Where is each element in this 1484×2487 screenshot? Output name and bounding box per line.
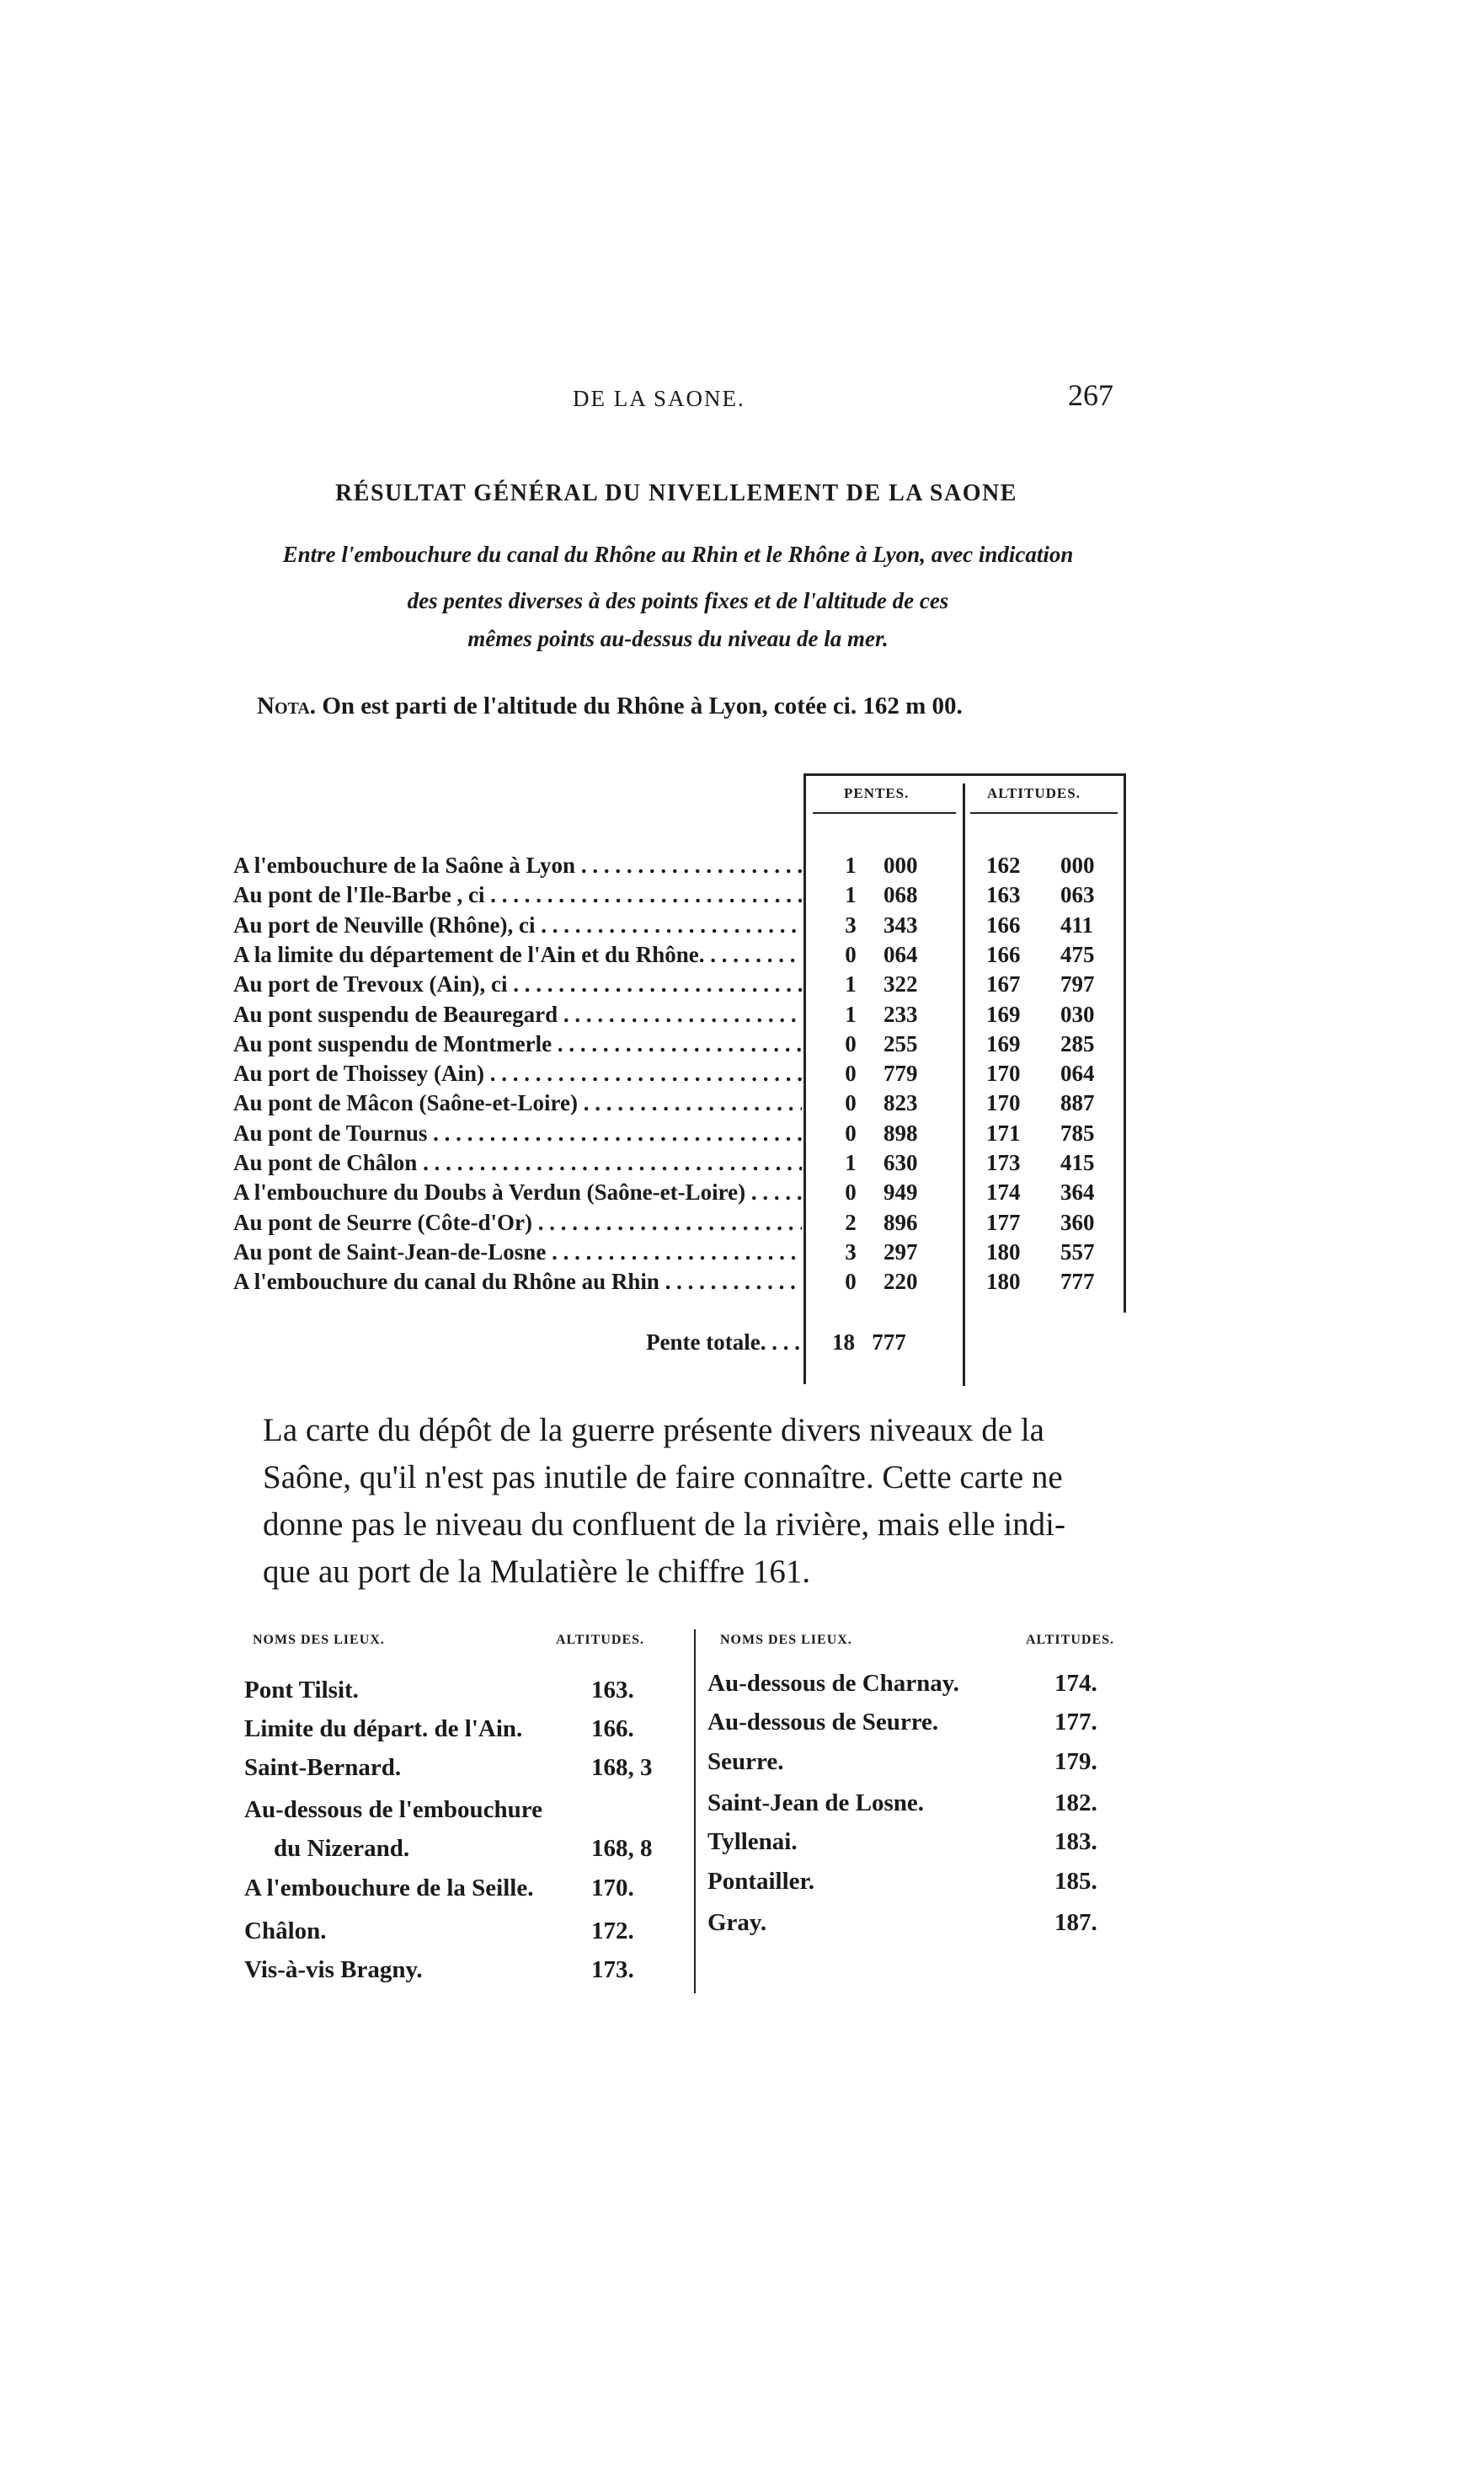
pente-dec: 000 <box>883 853 918 878</box>
table-row <box>233 1150 1126 1179</box>
place-name: A l'embouchure de la Saône à Lyon . . . <box>233 853 802 879</box>
place-name: Au pont suspendu de Beauregard . . . <box>233 1002 802 1028</box>
pente-dec: 297 <box>883 1238 918 1265</box>
header-altitudes-left: ALTITUDES. <box>556 1633 645 1647</box>
pente-dec: 233 <box>883 1001 918 1027</box>
table-row <box>233 1002 1126 1031</box>
altitude-dec: 064 <box>1060 1061 1095 1087</box>
altitude-dec: 411 <box>1060 912 1094 938</box>
subtitle-line: Entre l'embouchure du canal du Rhône au Rhin et le Rhône à Lyon, avec indication <box>282 542 1074 567</box>
pente-int: 1 <box>845 971 857 997</box>
running-title: DE LA SAONE. <box>573 386 745 411</box>
paragraph-line: Saône, qu'il n'est pas inutile de faire connaître. Cette carte ne <box>263 1459 1063 1495</box>
place-name: Vis-à-vis Bragny. <box>244 1956 423 1983</box>
table-row <box>233 853 1126 882</box>
place-name: Au port de Neuville (Rhône), ci . . . <box>233 912 802 939</box>
altitude-int: 180 <box>986 1238 1021 1265</box>
pente-dec: 255 <box>883 1030 918 1056</box>
table-row <box>233 1061 1126 1090</box>
header-lieux-left: NOMS DES LIEUX. <box>253 1633 385 1647</box>
total-value <box>832 1329 906 1356</box>
pente-int: 3 <box>845 1238 857 1265</box>
table-row <box>233 1179 1126 1209</box>
altitude-dec: 360 <box>1060 1209 1095 1235</box>
altitude-dec: 000 <box>1060 853 1095 878</box>
pente-dec: 896 <box>883 1209 918 1235</box>
table-row <box>233 1269 1126 1298</box>
header-pentes: PENTES. <box>844 785 910 801</box>
altitude-dec: 063 <box>1060 882 1095 908</box>
altitude-int: 166 <box>986 941 1021 967</box>
altitude-value: 185. <box>1054 1868 1097 1895</box>
pente-int: 1 <box>845 1150 857 1175</box>
altitude-dec: 785 <box>1060 1120 1095 1146</box>
place-name: Pont Tilsit. <box>244 1677 359 1703</box>
pente-dec: 343 <box>883 912 918 938</box>
table-row <box>233 971 1126 1001</box>
table-row <box>233 912 1126 942</box>
altitude-int: 171 <box>986 1120 1021 1146</box>
pente-int: 3 <box>845 912 857 938</box>
altitude-value: 168, 3 <box>591 1754 653 1781</box>
header-altitudes: ALTITUDES. <box>987 785 1081 801</box>
table-row <box>233 1239 1126 1269</box>
altitude-dec: 797 <box>1060 971 1095 997</box>
place-name: Tyllenai. <box>707 1828 798 1855</box>
place-name: Au port de Thoissey (Ain) . . . <box>233 1061 802 1087</box>
altitude-value: 179. <box>1054 1748 1097 1775</box>
table-row <box>233 1031 1126 1061</box>
pente-int: 0 <box>845 941 857 967</box>
subtitle-line: des pentes diverses à des points fixes et de l'altitude de ces <box>407 588 949 613</box>
subtitle-line: mêmes points au-dessus du niveau de la mer. <box>467 626 889 651</box>
table2-divider <box>694 1629 696 1993</box>
altitude-dec: 887 <box>1060 1090 1095 1116</box>
altitude-value: 177. <box>1054 1709 1097 1736</box>
altitude-dec: 364 <box>1060 1179 1095 1206</box>
altitude-int: 170 <box>986 1090 1021 1116</box>
altitude-dec: 285 <box>1060 1030 1095 1056</box>
place-name: Au pont de Mâcon (Saône-et-Loire) . . . <box>233 1090 802 1116</box>
pente-dec: 220 <box>883 1269 918 1295</box>
page-number: 267 <box>1068 378 1113 412</box>
place-name: Au pont de Saint-Jean-de-Losne . . . <box>233 1239 802 1265</box>
table-row <box>233 1090 1126 1120</box>
table-row <box>233 1120 1126 1150</box>
altitude-value: 183. <box>1054 1828 1097 1855</box>
total-label: Pente totale. . . . <box>646 1329 800 1355</box>
place-name: Au-dessous de Charnay. <box>707 1670 959 1697</box>
place-name: Saint-Bernard. <box>244 1754 402 1781</box>
pente-dec: 823 <box>883 1090 918 1116</box>
place-name: Au pont suspendu de Montmerle . . . <box>233 1031 802 1057</box>
pente-int: 0 <box>845 1120 857 1146</box>
altitude-int: 170 <box>986 1061 1021 1087</box>
place-name: Limite du départ. de l'Ain. <box>244 1715 523 1742</box>
place-name: A l'embouchure du canal du Rhône au Rhin . . . <box>233 1269 802 1295</box>
altitude-dec: 415 <box>1060 1150 1095 1175</box>
pente-int: 0 <box>845 1179 857 1206</box>
section-title: RÉSULTAT GÉNÉRAL DU NIVELLEMENT DE LA SAONE <box>335 480 1017 506</box>
pente-int: 2 <box>845 1209 857 1235</box>
pente-int: 0 <box>845 1269 857 1295</box>
place-name: Pontailler. <box>707 1868 815 1895</box>
altitude-value: 166. <box>591 1715 634 1742</box>
header-altitudes-right: ALTITUDES. <box>1026 1633 1115 1647</box>
altitude-dec: 557 <box>1060 1238 1095 1265</box>
place-name: Châlon. <box>244 1917 327 1944</box>
pente-dec: 898 <box>883 1120 918 1146</box>
table-row <box>233 942 1126 971</box>
altitude-value: 163. <box>591 1677 634 1703</box>
altitude-value: 187. <box>1054 1909 1097 1936</box>
altitude-int: 177 <box>986 1209 1021 1235</box>
table-row <box>233 882 1126 912</box>
table-top-rule <box>804 773 1126 776</box>
altitude-int: 173 <box>986 1150 1021 1175</box>
place-name: Au-dessous de Seurre. <box>707 1709 939 1736</box>
paragraph-line: La carte du dépôt de la guerre présente divers niveaux de la <box>263 1412 1044 1448</box>
altitude-value: 168, 8 <box>591 1835 653 1862</box>
altitude-int: 180 <box>986 1269 1021 1295</box>
nota <box>257 693 963 720</box>
pente-dec: 068 <box>883 882 918 908</box>
pente-int: 0 <box>845 1090 857 1116</box>
altitude-int: 162 <box>986 853 1021 878</box>
paragraph-line: que au port de la Mulatière le chiffre 161. <box>263 1554 811 1590</box>
table-row <box>233 1210 1126 1239</box>
pente-dec: 064 <box>883 941 918 967</box>
altitude-value: 170. <box>591 1875 634 1901</box>
pente-dec: 630 <box>883 1150 918 1175</box>
altitude-value: 172. <box>591 1917 634 1944</box>
place-name: Au pont de Châlon . . . <box>233 1150 802 1176</box>
pente-dec: 949 <box>883 1179 918 1206</box>
place-name: Gray. <box>707 1909 767 1936</box>
place-name: Au pont de Seurre (Côte-d'Or) . . . <box>233 1210 802 1236</box>
altitude-dec: 030 <box>1060 1001 1095 1027</box>
place-name: du Nizerand. <box>274 1835 410 1862</box>
paragraph-line: donne pas le niveau du confluent de la rivière, mais elle indi- <box>263 1506 1066 1543</box>
altitude-value: 174. <box>1054 1670 1097 1697</box>
nota-text: On est parti de l'altitude du Rhône à Lyon, cotée ci. 162 m 00. <box>322 693 963 719</box>
header-underline <box>970 812 1118 814</box>
place-name: A l'embouchure de la Seille. <box>244 1875 534 1901</box>
pente-int: 0 <box>845 1061 857 1087</box>
place-name: Saint-Jean de Losne. <box>707 1789 925 1816</box>
altitude-int: 169 <box>986 1001 1021 1027</box>
total-int: 18 <box>832 1329 855 1355</box>
altitude-int: 169 <box>986 1030 1021 1056</box>
place-name: Au port de Trevoux (Ain), ci . . . <box>233 971 802 997</box>
pente-int: 1 <box>845 882 857 908</box>
pente-int: 0 <box>845 1030 857 1056</box>
altitude-int: 167 <box>986 971 1021 997</box>
altitude-dec: 777 <box>1060 1269 1095 1295</box>
pente-int: 1 <box>845 1001 857 1027</box>
altitude-int: 163 <box>986 882 1021 908</box>
nota-label: Nota. <box>257 693 317 719</box>
place-name: Au-dessous de l'embouchure <box>244 1796 542 1823</box>
place-name: Au pont de l'Ile-Barbe , ci . . . <box>233 882 802 908</box>
altitude-dec: 475 <box>1060 941 1095 967</box>
header-lieux-right: NOMS DES LIEUX. <box>720 1633 852 1647</box>
total-dec: 777 <box>872 1329 906 1355</box>
altitude-value: 182. <box>1054 1789 1097 1816</box>
place-name: A la limite du département de l'Ain et du Rhône. . . . <box>233 942 802 968</box>
altitude-value: 173. <box>591 1956 634 1983</box>
altitude-int: 174 <box>986 1179 1021 1206</box>
place-name: A l'embouchure du Doubs à Verdun (Saône-et-Loire) . . . <box>233 1179 802 1206</box>
pente-int: 1 <box>845 853 857 878</box>
pente-dec: 779 <box>883 1061 918 1087</box>
place-name: Au pont de Tournus . . . <box>233 1120 802 1147</box>
pente-dec: 322 <box>883 971 918 997</box>
altitude-int: 166 <box>986 912 1021 938</box>
place-name: Seurre. <box>707 1748 784 1775</box>
header-underline <box>813 812 956 814</box>
